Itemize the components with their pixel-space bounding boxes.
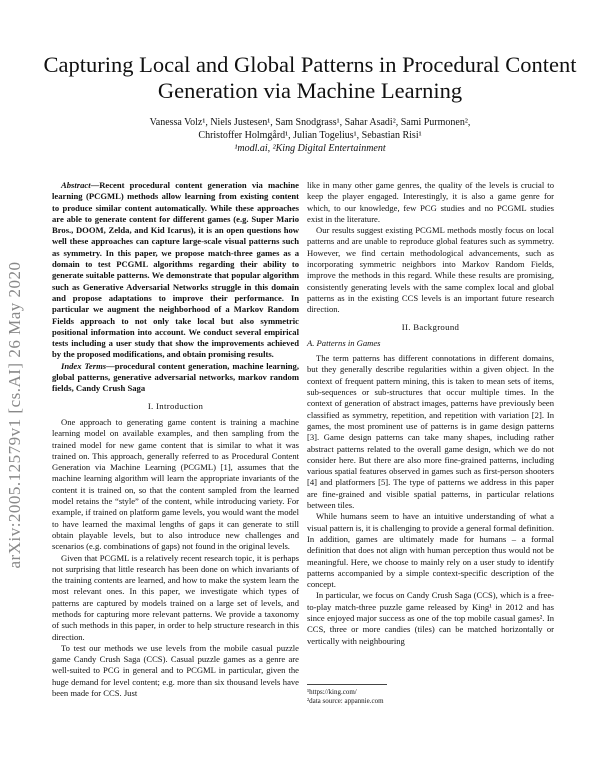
author-block [60, 116, 560, 155]
subsection-heading-patterns: A. Patterns in Games [307, 337, 381, 348]
intro-paragraph-1: One approach to generating game content is training a machine learning model on available examples, and then sampling from the trained model for new game content that is similar to what it was trained on. This approach, generally referred to as Procedural Content Generation via Machine Learning (PCGML) [1], assumes that the machine learning algorithm will learn the appropriate invariants of the content it is trained on, so that the content sampled from the learned model retains the “style” of the content, while introducing variety. For example, if trained on platform game levels, you would want the model to have learned the maximal lengths of gaps it can generate to still obtain playable levels, but to also introduce new challenges and scenarios (e.g. combinations of gaps) not found in the original levels. [52, 416, 299, 552]
abstract-text: —Recent procedural content generation via machine learning (PCGML) methods allow learning from existing content to produce similar content automatically. While these approaches are able to generate content for different games (e.g. Super Mario Bros., DOOM, Zelda, and Kid Icarus), it is an open questions how well these approaches can capture large-scale visual patterns such as symmetry. In this paper, we propose match-three games as a domain to test PCGML algorithms regarding their ability to generate suitable patterns. We demonstrate that popular algorithm such as Generative Adversarial Networks struggle in this domain and propose adaptations to improve their performance. In particular we augment the neighborhood of a Markov Random Fields approach to not only take local but also symmetric positional information into account. We conduct several empirical tests including a user study that show the improvements achieved by the proposed modifications, and obtain promising results. [52, 180, 299, 360]
right-paragraph-1: like in many other game genres, the quality of the levels is crucial to keep the player engaged. Interestingly, it is also a game genre for which, to our knowledge, few PCG studies and no PCGML studies exist in the literature. [307, 180, 554, 224]
footnotes [307, 684, 554, 706]
section-heading-introduction: I. Introduction [147, 400, 204, 411]
index-terms-lead: Index Terms [61, 360, 107, 371]
section-heading-background: II. Background [401, 321, 460, 332]
authors-line-2: Christoffer Holmgård¹, Julian Togelius¹, Sebastian Risi¹ [198, 130, 422, 141]
paper-title: Capturing Local and Global Patterns in Procedural Content Generation via Machine Learning [43, 52, 577, 103]
intro-paragraph-3: To test our methods we use levels from the mobile casual puzzle game Candy Crush Saga (CCS). Casual puzzle games as a genre are well-suited to PCG in general and to PCGML in particular, given the huge demand for level content; e.g. more than six thousand levels have been made for CCS. Just [52, 642, 299, 699]
right-column [307, 180, 554, 647]
footnote-rule [307, 684, 387, 685]
index-terms-text: —procedural content generation, machine learning, global patterns, generative adversarial networks, markov random fields, Candy Crush Saga [52, 360, 299, 394]
arxiv-stamp [2, 255, 28, 575]
footnote-1: ¹https://king.com/ [307, 688, 357, 696]
right-paragraph-2: Our results suggest existing PCGML methods mostly focus on local patterns and are unable to reproduce global features such as symmetry. However, we find certain methodological advancements, such as incorporating symmetric neighbors into Markov Random Fields, improve the methods in this regard. While these results are promising, consistently generating levels with the same complex local and global patterns as in the existing CCS levels is an important future research direction. [307, 225, 554, 315]
right-paragraph-4: While humans seem to have an intuitive understanding of what a visual pattern is, it is challenging to provide a general formal definition. In addition, games are ultimately made for humans – a formal definition that does not align with human perception thus would not be meaningful. Here, we choose to mainly rely on a user study to identify patterns accompanied by a simple context-specific description of the concept. [307, 511, 555, 590]
abstract-lead: Abstract [61, 180, 91, 190]
right-paragraph-5: In particular, we focus on Candy Crush Saga (CCS), which is a free-to-play match-three puzzle game released by King¹ in 2012 and has since enjoyed major success as one of the top mobile casual games². In CCS, three or more candies (tiles) can be matched horizontally or vertically with neighbouring [307, 590, 554, 646]
left-column [52, 180, 299, 699]
footnote-2: ²data source: appannie.com [307, 697, 384, 705]
authors-line-1: Vanessa Volz¹, Niels Justesen¹, Sam Snodgrass¹, Sahar Asadi², Sami Purmonen², [149, 117, 471, 128]
affiliations: ¹modl.ai, ²King Digital Entertainment [234, 143, 386, 154]
abstract [52, 180, 299, 395]
right-paragraph-3: The term patterns has different connotations in different domains, but they generally describe regularities within a given object. In the context of frequent pattern mining, this is taken to mean sets of items, sub-sequences or sub-structures that occur multiple times. In the context of generation of abstract images, patterns have previously been classified as symmetry, repetition, and repetition with variation [2]. In games, the most prominent use of patterns is in game design patterns [3]. Game design patterns can take many shapes, including rather abstract patterns related to the overall game design, which we do not consider here. But there are also more fine-grained patterns, including various spatial features observed in games such as first-person shooters [4] and platformers [5]. The type of patterns we address in this paper are fine-grained and visible spatial patterns, in particular relations between tiles. [307, 353, 554, 511]
arxiv-id: arXiv:2005.12579v1 [cs.AI] 26 May 2020 [5, 261, 24, 569]
intro-paragraph-2: Given that PCGML is a relatively recent research topic, it is perhaps not surprising that little research has been done on which invariants of the training contents are learned, and how to make the system learn the most relevant ones. In this paper, we investigate which types of patterns are captured by models trained on a large set of levels, and methods for capturing more relevant patterns. We provide a taxonomy of such methods in this paper, in order to help structure research in this direction. [52, 552, 299, 642]
